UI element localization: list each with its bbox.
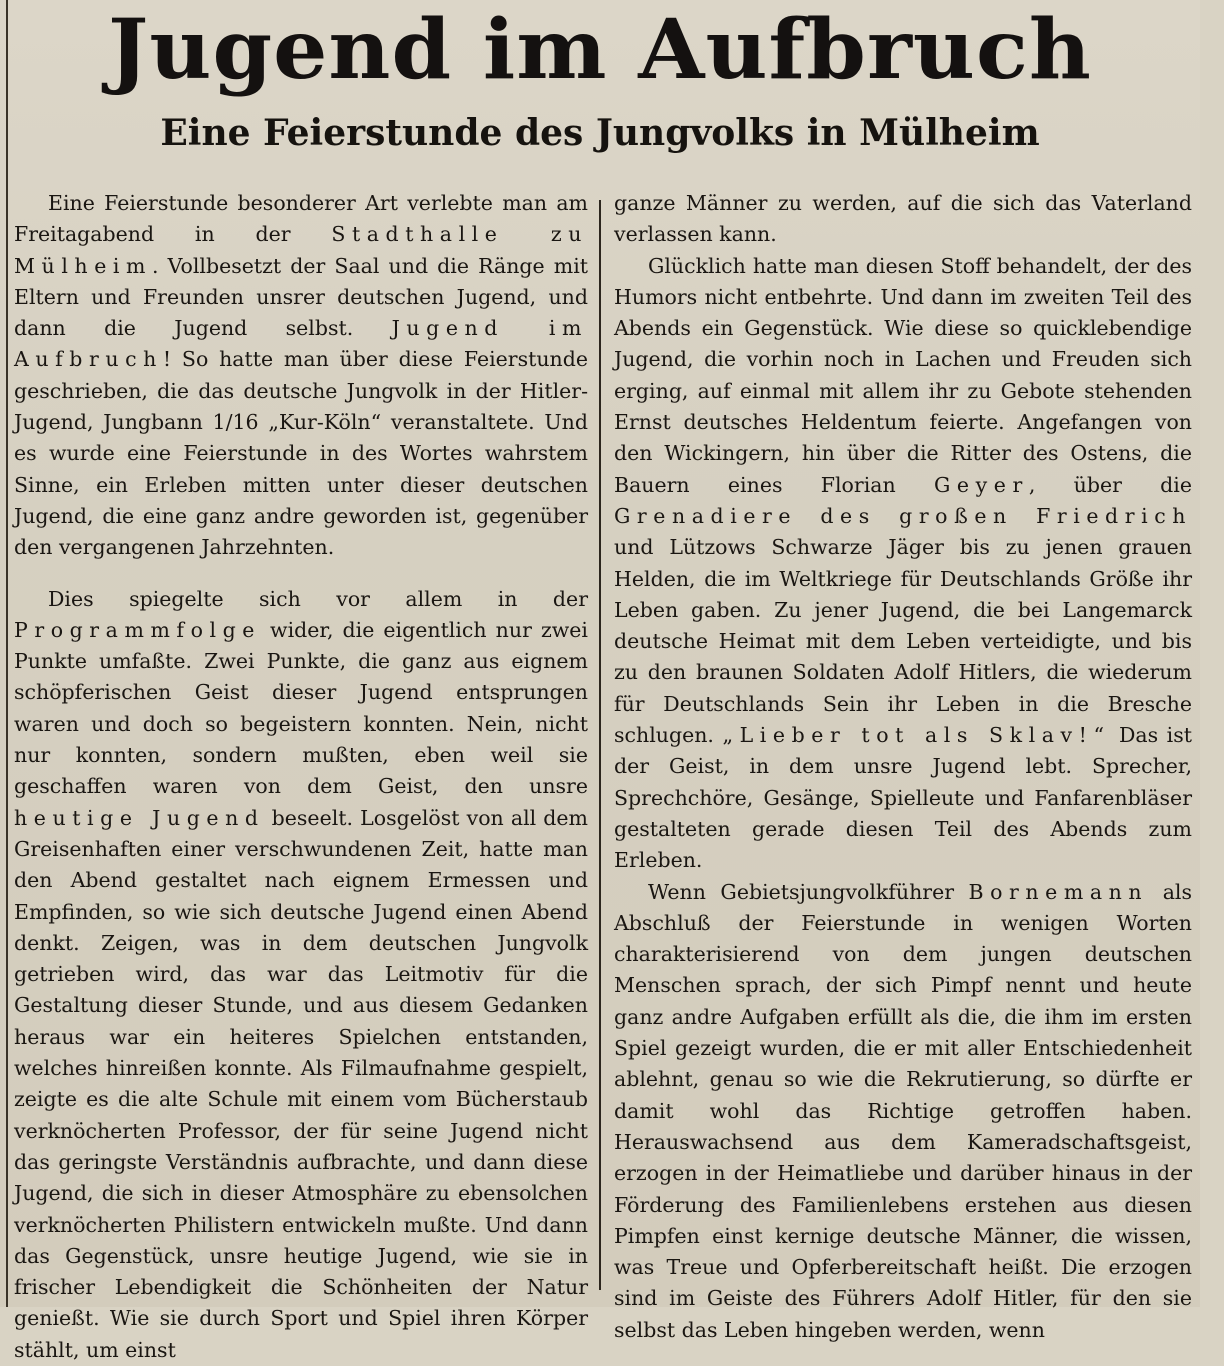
spaced-text-run: „Lieber tot als Sklav!“: [722, 723, 1111, 748]
column-divider: [599, 200, 601, 1290]
right-paragraph-3: [614, 877, 1192, 1346]
spaced-text-run: heutige Jugend: [14, 805, 265, 830]
spaced-text-run: Programmfolge: [14, 617, 261, 642]
text-run: Wenn Gebietsjungvolkführer: [648, 879, 969, 904]
spaced-text-run: Jugend im Aufbruch: [14, 316, 589, 372]
text-run: als Abschluß der Feierstunde in wenigen Worten charakterisierend von dem jungen deutschen Menschen sprach, der sich Pimpf nennt und heute ganz andre Aufgaben erfüllt als die, die ihm im ersten Spiel gezeigt wurden, die er mit aller Entschiedenheit ablehnt, genau so wie die Rekrutierung, so dürfte er damit wohl das Richtige getroffen haben. Herauswachsend aus dem Kameradschaftsgeist, erzogen in der Heimatliebe und darüber hinaus in der Förderung des Familienlebens erstehen aus diesen Pimpfen einst kernige deutsche Männer, die wissen, was Treue und Opferbereitschaft heißt. Die erzogen sind im Geiste des Führers Adolf Hitler, für den sie selbst das Leben hingeben werden, wenn: [614, 879, 1192, 1342]
text-run: und Lützows Schwarze Jäger bis zu jenen grauen Helden, die im Weltkriege für Deutschlands Größe ihr Leben gaben. Zu jener Jugend, die bei Langemarck deutsche Heimat mit dem Leben verteidigte, und bis zu den braunen Soldaten Adolf Hitlers, die wiederum für Deutschlands Sein ihr Leben in die Bresche schlugen.: [614, 535, 1192, 748]
right-paragraph-1: [614, 188, 1192, 251]
text-run: Das ist der Geist, in dem unsre Jugend lebt. Sprecher, Sprechchöre, Gesänge, Spielleute und Fanfarenbläser gestalteten gerade diesen Teil des Abends zum Erleben.: [614, 723, 1192, 873]
right-text-column: [614, 188, 1192, 1346]
text-run: Dies spiegelte sich vor allem in der: [48, 586, 588, 611]
text-run: Eine Feierstunde besonderer Art verlebte man am Freitagabend in der: [14, 191, 588, 247]
paragraph-gap: [14, 564, 588, 584]
left-paragraph-2: [14, 584, 588, 1366]
text-run: ! So hatte man über diese Feierstunde geschrieben, die das deutsche Jungvolk in der Hitler-Jugend, Jungbann 1/16 „Kur-Köln“ veranstaltete. Und es wurde eine Feierstunde in des Wortes wahrstem Sinne, ein Erleben mitten unter dieser deutschen Jugend, die eine ganz andre geworden ist, gegenüber den vergangenen Jahrzehnten.: [14, 347, 588, 560]
text-run: beseelt. Losgelöst von all dem Greisenhaften einer verschwundenen Zeit, hatte man den Abend gestaltet nach eignem Ermessen und Empfinden, so wie sich deutsche Jugend einen Abend denkt. Zeigen, was in dem deutschen Jungvolk getrieben wird, das war das Leitmotiv für die Gestaltung dieser Stunde, und aus diesem Gedanken heraus war ein heiteres Spielchen entstanden, welches hinreißen konnte. Als Filmaufnahme gespielt, zeigte es die alte Schule mit einem vom Bücherstaub verknöcherten Professor, der für seine Jugend nicht das geringste Verständnis aufbrachte, und dann diese Jugend, die sich in dieser Atmosphäre zu ebensolchen verknöcherten Philistern entwickeln mußte. Und dann das Gegenstück, unsre heutige Jugend, wie sie in frischer Lebendigkeit die Schönheiten der Natur genießt. Wie sie durch Sport und Spiel ihren Körper stählt, um einst: [14, 805, 588, 1362]
page-edge-rule: [6, 0, 8, 1307]
article-subheadline: Eine Feierstunde des Jungvolks in Mülheim: [160, 112, 1040, 154]
article-headline: Jugend im Aufbruch: [108, 2, 1092, 98]
text-run: Glücklich hatte man diesen Stoff behandelt, der des Humors nicht entbehrte. Und dann im zweiten Teil des Abends ein Gegenstück. Wie diese so quicklebendige Jugend, die vorhin noch in Lachen und Freuden sich erging, auf einmal mit allem ihr zu Gebote stehenden Ernst deutsches Heldentum feierte. Angefangen von den Wickingern, hin über die Ritter des Ostens, die Bauern eines Florian: [614, 253, 1192, 497]
text-run: ganze Männer zu werden, auf die sich das Vaterland verlassen kann.: [614, 191, 1192, 247]
left-text-column: [14, 188, 588, 1366]
text-run: , über die: [1028, 472, 1192, 497]
text-run: wider, die eigentlich nur zwei Punkte umfaßte. Zwei Punkte, die ganz aus eignem schöpferischen Geist dieser Jugend entsprungen waren und doch so begeistern konnten. Nein, nicht nur konnten, sondern mußten, eben weil sie geschaffen waren von dem Geist, den unsre: [14, 617, 588, 799]
spaced-text-run: Grenadiere des großen Friedrich: [614, 503, 1192, 528]
spaced-text-run: Stadthalle zu Mülheim: [14, 222, 588, 278]
left-paragraph-1: [14, 188, 588, 564]
right-paragraph-2: [614, 251, 1192, 877]
spaced-text-run: Geyer: [933, 472, 1029, 497]
spaced-text-run: Bornemann: [968, 879, 1149, 904]
text-run: . Vollbesetzt der Saal und die Ränge mit Eltern und Freunden unsrer deutschen Jugend, und dann die Jugend selbst.: [14, 253, 588, 341]
